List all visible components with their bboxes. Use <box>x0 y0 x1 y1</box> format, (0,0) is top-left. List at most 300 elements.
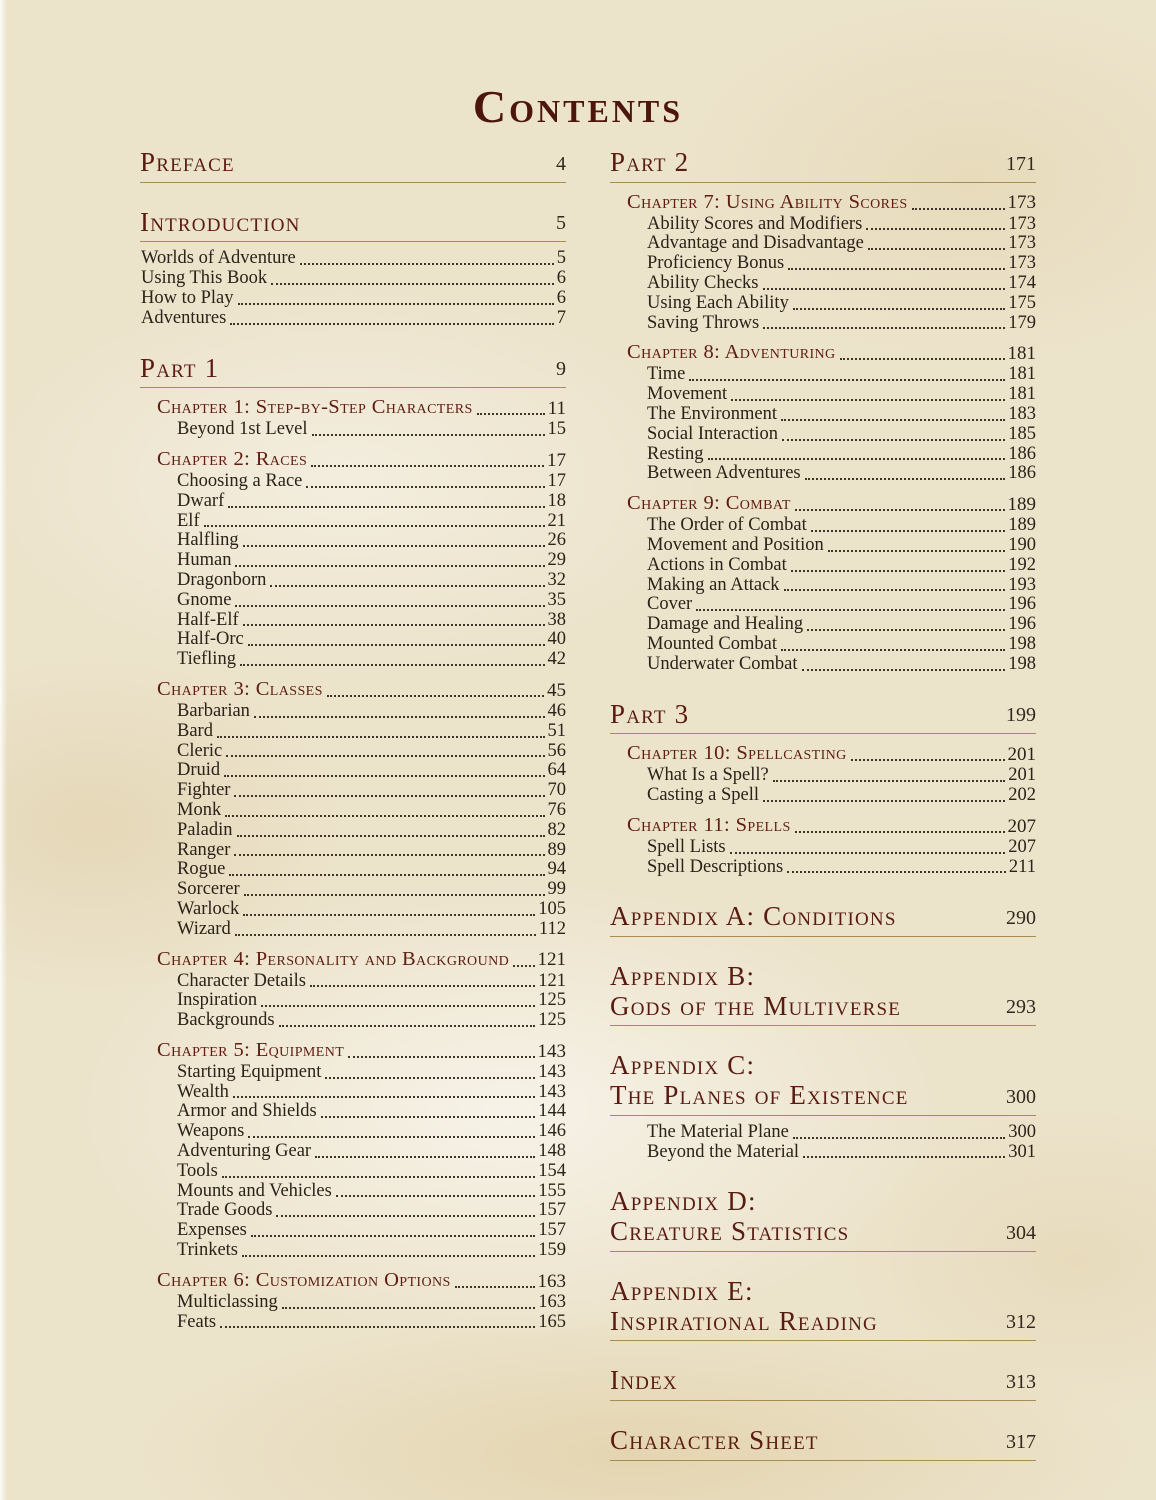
toc-entry-row <box>140 972 566 992</box>
entry-page: 56 <box>547 740 566 761</box>
entry-title: Bard <box>177 720 213 741</box>
entry-title: Beyond 1st Level <box>177 419 308 440</box>
toc-entry-row <box>140 1293 566 1313</box>
entry-page: 18 <box>547 490 566 511</box>
leader-dots <box>781 649 1005 651</box>
section-title: Index <box>610 1365 678 1396</box>
toc-entry-row <box>140 1122 566 1142</box>
leader-dots <box>708 458 1006 460</box>
toc-entry-row <box>610 254 1036 274</box>
section-heading <box>610 148 1036 183</box>
toc-entry-row <box>610 635 1036 655</box>
entry-title: Spell Descriptions <box>647 856 784 877</box>
toc-entry-row <box>140 591 566 611</box>
toc-entry-row <box>610 655 1036 675</box>
leader-dots <box>220 1326 535 1328</box>
entry-page: 300 <box>1008 1121 1036 1142</box>
entry-title: The Material Plane <box>647 1121 789 1142</box>
chapter-page: 11 <box>547 398 566 420</box>
section-body <box>140 396 566 1332</box>
leader-dots <box>229 874 544 876</box>
entry-page: 202 <box>1008 785 1036 806</box>
entry-page: 186 <box>1008 443 1036 464</box>
toc-entry-row <box>140 991 566 1011</box>
toc-entry-row <box>140 1063 566 1083</box>
entry-title: Cover <box>647 594 693 615</box>
entry-title: Casting a Spell <box>647 785 760 806</box>
toc-entry-row <box>610 234 1036 254</box>
section-title: Appendix B: Gods of the Multiverse <box>610 961 902 1021</box>
entry-page: 148 <box>538 1141 566 1162</box>
entry-title: Half-Orc <box>177 629 244 650</box>
entry-page: 173 <box>1008 253 1036 274</box>
entry-title: Barbarian <box>177 700 250 721</box>
toc-entry-row <box>140 841 566 861</box>
chapter-page: 181 <box>1007 343 1036 365</box>
entry-title: Adventuring Gear <box>177 1141 312 1162</box>
toc-section <box>610 1277 1036 1341</box>
section-body <box>140 249 566 328</box>
toc-entry-row <box>140 269 566 289</box>
chapter-row <box>610 814 1036 838</box>
toc-entry-row <box>610 1143 1036 1163</box>
entry-title: Choosing a Race <box>177 471 303 492</box>
leader-dots <box>787 871 1006 873</box>
toc-entry-row <box>140 1201 566 1221</box>
leader-dots <box>791 570 1005 572</box>
leader-dots <box>244 894 545 896</box>
entry-page: 82 <box>547 819 566 840</box>
leader-dots <box>795 509 1005 511</box>
toc-section <box>140 148 566 183</box>
entry-title: Mounts and Vehicles <box>177 1180 332 1201</box>
toc-entry-row <box>140 420 566 440</box>
section-page: 290 <box>1006 907 1036 930</box>
chapter-page: 143 <box>537 1040 566 1062</box>
entry-page: 112 <box>538 918 566 939</box>
chapter-page: 45 <box>547 679 566 701</box>
chapter-page: 201 <box>1007 744 1036 766</box>
entry-page: 89 <box>547 839 566 860</box>
entry-page: 40 <box>547 629 566 650</box>
toc-entry-row <box>610 425 1036 445</box>
leader-dots <box>348 1056 534 1058</box>
toc-entry-row <box>140 1182 566 1202</box>
entry-page: 155 <box>538 1180 566 1201</box>
chapter-row <box>140 396 566 420</box>
chapter-title: Chapter 10: Spellcasting <box>627 742 847 765</box>
entry-title: Dragonborn <box>177 570 267 590</box>
toc-entry-row <box>140 1102 566 1122</box>
toc-entry-row <box>140 571 566 591</box>
chapter-title: Chapter 2: Races <box>157 448 308 471</box>
toc-entry-row <box>140 512 566 532</box>
leader-dots <box>912 208 1005 210</box>
leader-dots <box>315 1156 535 1158</box>
leader-dots <box>689 379 1005 381</box>
entry-page: 157 <box>538 1220 566 1241</box>
section-heading <box>610 1051 1036 1115</box>
leader-dots <box>248 644 545 646</box>
toc-section <box>610 1366 1036 1401</box>
entry-page: 154 <box>538 1160 566 1181</box>
toc-entry-row <box>140 289 566 309</box>
toc-entry-row <box>140 702 566 722</box>
entry-page: 196 <box>1008 614 1036 635</box>
leader-dots <box>230 323 553 325</box>
section-title: Character Sheet <box>610 1424 819 1455</box>
entry-page: 179 <box>1008 312 1036 333</box>
toc-entry-row <box>140 309 566 329</box>
leader-dots <box>204 525 545 527</box>
entry-page: 173 <box>1008 233 1036 254</box>
toc-entry-row <box>140 611 566 631</box>
chapter-title: Chapter 11: Spells <box>627 813 791 836</box>
leader-dots <box>312 434 545 436</box>
entry-title: Damage and Healing <box>647 614 804 635</box>
entry-page: 46 <box>547 700 566 721</box>
leader-dots <box>240 664 545 666</box>
section-heading <box>140 354 566 389</box>
leader-dots <box>325 1077 535 1079</box>
leader-dots <box>802 669 1006 671</box>
toc-entry-row <box>610 595 1036 615</box>
toc-section <box>610 700 1036 878</box>
toc-entry-row <box>140 551 566 571</box>
toc-entry-row <box>140 472 566 492</box>
entry-page: 29 <box>547 550 566 571</box>
leader-dots <box>271 283 554 285</box>
chapter-row <box>140 678 566 702</box>
leader-dots <box>238 303 554 305</box>
toc-section <box>610 902 1036 937</box>
leader-dots <box>793 1137 1005 1139</box>
leader-dots <box>224 775 544 777</box>
leader-dots <box>731 399 1005 401</box>
section-heading <box>610 700 1036 735</box>
leader-dots <box>807 629 1005 631</box>
entry-title: Tools <box>177 1160 218 1181</box>
entry-page: 201 <box>1008 765 1036 786</box>
leader-dots <box>773 780 1006 782</box>
entry-title: Starting Equipment <box>177 1061 322 1082</box>
entry-page: 198 <box>1008 653 1036 674</box>
leader-dots <box>784 589 1006 591</box>
entry-title: Armor and Shields <box>177 1101 317 1122</box>
chapter-title: Chapter 5: Equipment <box>157 1038 345 1061</box>
entry-title: Ranger <box>177 839 231 860</box>
chapter-page: 173 <box>1007 192 1036 214</box>
leader-dots <box>781 419 1005 421</box>
entry-page: 165 <box>538 1311 566 1332</box>
toc-section <box>610 962 1036 1026</box>
entry-title: Expenses <box>177 1220 247 1241</box>
entry-title: Fighter <box>177 780 231 801</box>
toc-entry-row <box>140 1221 566 1241</box>
entry-title: Movement and Position <box>647 535 824 555</box>
toc-entry-row <box>140 880 566 900</box>
entry-page: 21 <box>547 510 566 531</box>
toc-entry-row <box>140 1162 566 1182</box>
entry-page: 183 <box>1008 404 1036 425</box>
entry-title: Human <box>177 550 232 571</box>
entry-page: 38 <box>547 609 566 630</box>
entry-page: 144 <box>538 1101 566 1122</box>
toc-entry-row <box>610 786 1036 806</box>
entry-title: What Is a Spell? <box>647 765 769 786</box>
section-page: 300 <box>1006 1085 1036 1108</box>
chapter-row <box>140 948 566 972</box>
section-body <box>610 191 1036 675</box>
toc-entry-row <box>610 445 1036 465</box>
entry-title: Druid <box>177 760 221 781</box>
entry-page: 146 <box>538 1121 566 1142</box>
chapter-title: Chapter 1: Step-by-Step Characters <box>157 396 473 419</box>
leader-dots <box>235 605 544 607</box>
entry-title: Worlds of Adventure <box>141 248 296 269</box>
entry-title: Wealth <box>177 1081 229 1102</box>
entry-page: 185 <box>1008 423 1036 444</box>
entry-page: 174 <box>1008 273 1036 294</box>
entry-title: Social Interaction <box>647 423 778 444</box>
entry-page: 189 <box>1008 515 1036 536</box>
leader-dots <box>306 486 544 488</box>
entry-page: 35 <box>547 589 566 610</box>
leader-dots <box>248 1136 535 1138</box>
leader-dots <box>513 965 534 967</box>
entry-title: Proficiency Bonus <box>647 253 785 274</box>
entry-title: Mounted Combat <box>647 633 778 654</box>
toc-entry-row <box>140 492 566 512</box>
toc-entry-row <box>140 1083 566 1103</box>
entry-title: Adventures <box>141 307 227 328</box>
chapter-row <box>610 492 1036 516</box>
section-title: Introduction <box>140 206 301 237</box>
leader-dots <box>803 1156 1005 1158</box>
chapter-page: 163 <box>537 1270 566 1292</box>
entry-title: Cleric <box>177 740 223 761</box>
entry-title: Saving Throws <box>647 312 760 333</box>
entry-title: Resting <box>647 443 704 464</box>
entry-page: 198 <box>1008 633 1036 654</box>
leader-dots <box>851 759 1005 761</box>
section-title: Part 1 <box>140 352 220 383</box>
toc-entry-row <box>140 531 566 551</box>
entry-title: Movement <box>647 384 728 405</box>
toc-entry-row <box>610 615 1036 635</box>
entry-page: 193 <box>1008 574 1036 595</box>
entry-page: 173 <box>1008 213 1036 234</box>
toc-columns <box>140 148 1036 1461</box>
section-page: 317 <box>1006 1430 1036 1453</box>
leader-dots <box>795 831 1005 833</box>
toc-entry-row <box>140 761 566 781</box>
entry-page: 15 <box>547 419 566 440</box>
chapter-title: Chapter 4: Personality and Background <box>157 947 510 970</box>
entry-title: Beyond the Material <box>647 1141 800 1162</box>
section-page: 312 <box>1006 1311 1036 1334</box>
leader-dots <box>228 506 544 508</box>
entry-title: Weapons <box>177 1121 245 1142</box>
entry-title: Paladin <box>177 819 233 840</box>
toc-entry-row <box>140 1241 566 1261</box>
toc-entry-row <box>610 536 1036 556</box>
chapter-title: Chapter 9: Combat <box>627 492 791 515</box>
entry-page: 121 <box>538 970 566 991</box>
leader-dots <box>763 800 1005 802</box>
leader-dots <box>336 1195 535 1197</box>
entry-page: 76 <box>547 799 566 820</box>
entry-page: 42 <box>547 649 566 670</box>
toc-entry-row <box>140 860 566 880</box>
section-page: 313 <box>1006 1370 1036 1393</box>
section-heading <box>610 1426 1036 1461</box>
toc-entry-row <box>610 274 1036 294</box>
toc-entry-row <box>610 576 1036 596</box>
entry-title: The Environment <box>647 404 777 425</box>
leader-dots <box>696 609 1005 611</box>
section-heading <box>610 1366 1036 1401</box>
leader-dots <box>477 413 545 415</box>
chapter-page: 189 <box>1007 493 1036 515</box>
entry-page: 94 <box>547 859 566 880</box>
toc-entry-row <box>140 821 566 841</box>
leader-dots <box>782 439 1005 441</box>
leader-dots <box>226 755 544 757</box>
entry-title: Rogue <box>177 859 226 880</box>
toc-entry-row <box>140 722 566 742</box>
entry-page: 26 <box>547 530 566 551</box>
toc-entry-row <box>610 556 1036 576</box>
leader-dots <box>254 716 545 718</box>
leader-dots <box>235 565 544 567</box>
entry-title: Dwarf <box>177 490 225 511</box>
toc-column-right <box>610 148 1036 1461</box>
chapter-title: Chapter 6: Customization Options <box>157 1268 451 1291</box>
section-body <box>610 742 1036 877</box>
page-title: Contents <box>472 81 684 132</box>
section-title: Part 2 <box>610 147 690 177</box>
entry-title: Wizard <box>177 918 231 939</box>
entry-page: 6 <box>556 268 566 289</box>
leader-dots <box>222 1176 535 1178</box>
leader-dots <box>840 358 1005 360</box>
leader-dots <box>868 248 1005 250</box>
entry-title: Inspiration <box>177 990 258 1011</box>
toc-entry-row <box>610 838 1036 858</box>
entry-title: Warlock <box>177 898 240 919</box>
entry-page: 196 <box>1008 594 1036 615</box>
chapter-page: 207 <box>1007 815 1036 837</box>
section-title: Appendix E: Inspirational Reading <box>610 1275 878 1336</box>
chapter-row <box>140 1269 566 1293</box>
entry-page: 5 <box>556 248 566 269</box>
chapter-row <box>610 341 1036 365</box>
toc-entry-row <box>610 405 1036 425</box>
leader-dots <box>730 852 1006 854</box>
section-heading <box>610 962 1036 1026</box>
entry-title: Using This Book <box>141 268 268 289</box>
leader-dots <box>261 1005 535 1007</box>
leader-dots <box>243 914 535 916</box>
section-page: 293 <box>1006 996 1036 1019</box>
toc-section <box>610 1426 1036 1461</box>
entry-page: 125 <box>538 1010 566 1031</box>
section-title: Appendix A: Conditions <box>610 901 897 932</box>
entry-title: Backgrounds <box>177 1010 275 1031</box>
leader-dots <box>327 695 544 697</box>
entry-page: 64 <box>547 760 566 781</box>
entry-title: Half-Elf <box>177 609 239 630</box>
chapter-row <box>140 448 566 472</box>
entry-page: 143 <box>538 1081 566 1102</box>
leader-dots <box>828 550 1005 552</box>
toc-entry-row <box>140 630 566 650</box>
toc-entry-row <box>610 215 1036 235</box>
entry-page: 70 <box>547 780 566 801</box>
entry-title: Underwater Combat <box>647 653 798 674</box>
entry-title: Character Details <box>177 970 306 991</box>
leader-dots <box>763 288 1006 290</box>
toc-entry-row <box>610 858 1036 878</box>
toc-entry-row <box>140 1142 566 1162</box>
entry-title: Trinkets <box>177 1240 239 1261</box>
entry-title: Using Each Ability <box>647 292 789 313</box>
entry-title: Tiefling <box>177 649 236 670</box>
entry-title: Between Adventures <box>647 463 801 484</box>
chapter-row <box>140 1039 566 1063</box>
leader-dots <box>793 308 1005 310</box>
section-page: 9 <box>556 358 566 381</box>
entry-page: 163 <box>538 1291 566 1312</box>
toc-entry-row <box>140 801 566 821</box>
toc-column-left <box>140 148 566 1332</box>
entry-title: Feats <box>177 1311 217 1332</box>
leader-dots <box>237 835 545 837</box>
entry-page: 186 <box>1008 463 1036 484</box>
entry-page: 175 <box>1008 292 1036 313</box>
toc-entry-row <box>610 385 1036 405</box>
leader-dots <box>225 815 544 817</box>
leader-dots <box>242 1255 535 1257</box>
section-title: Preface <box>140 147 235 177</box>
entry-page: 7 <box>556 307 566 328</box>
leader-dots <box>811 530 1005 532</box>
toc-entry-row <box>610 294 1036 314</box>
leader-dots <box>234 854 544 856</box>
entry-title: Trade Goods <box>177 1200 273 1221</box>
toc-section <box>610 1187 1036 1251</box>
chapter-row <box>610 191 1036 215</box>
leader-dots <box>310 985 535 987</box>
entry-title: Gnome <box>177 589 232 610</box>
leader-dots <box>279 1025 536 1027</box>
leader-dots <box>270 585 544 587</box>
section-title: Appendix D: Creature Statistics <box>610 1186 850 1247</box>
leader-dots <box>282 1307 536 1309</box>
entry-page: 32 <box>547 570 566 590</box>
entry-page: 6 <box>556 287 566 308</box>
entry-page: 190 <box>1008 535 1036 555</box>
toc-entry-row <box>610 1123 1036 1143</box>
entry-page: 125 <box>538 990 566 1011</box>
entry-title: Spell Lists <box>647 836 726 857</box>
leader-dots <box>300 263 554 265</box>
entry-page: 157 <box>538 1200 566 1221</box>
section-heading <box>610 1277 1036 1341</box>
toc-entry-row <box>610 365 1036 385</box>
toc-section <box>610 148 1036 675</box>
